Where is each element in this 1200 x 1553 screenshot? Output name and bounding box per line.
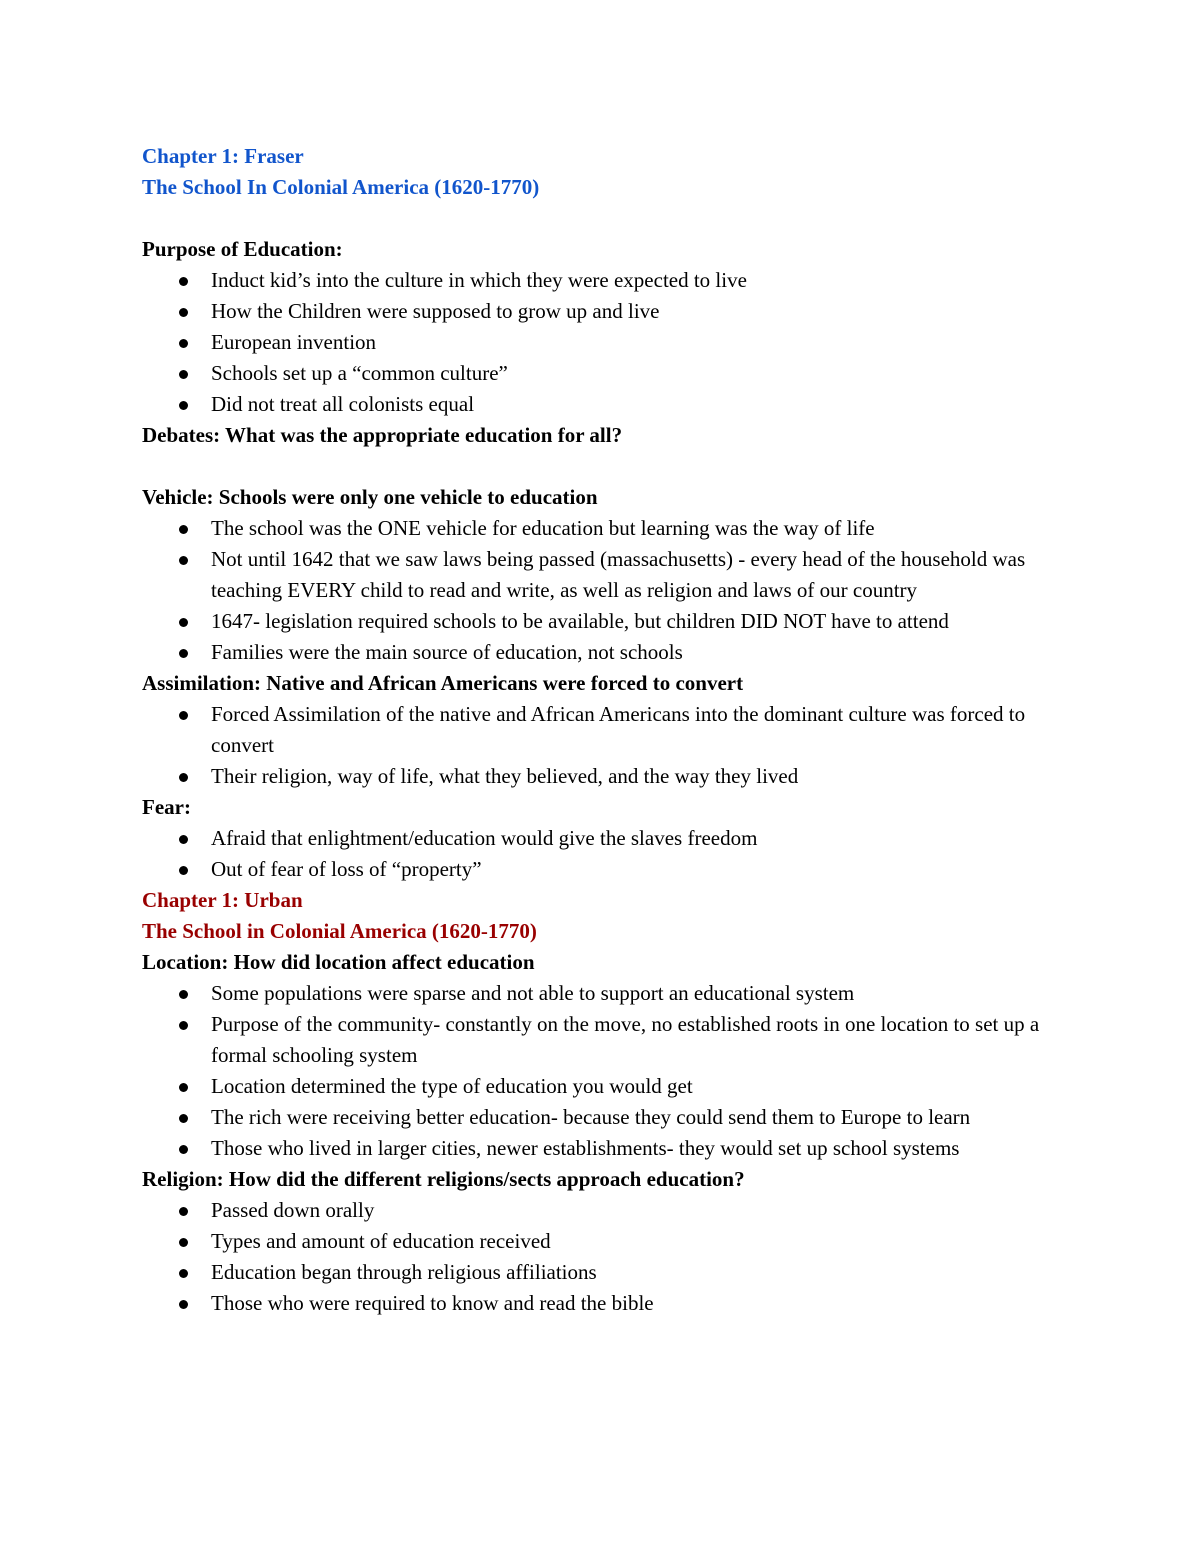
- location-heading: Location: How did location affect education: [142, 950, 535, 974]
- bullet-icon: [179, 866, 188, 875]
- list-item-text: Purpose of the community- constantly on the move, no established roots in one location to set up a formal schooling system: [211, 1012, 1040, 1067]
- assimilation-heading: Assimilation: Native and African Americans were forced to convert: [142, 671, 744, 695]
- bullet-icon: [179, 1114, 188, 1123]
- bullet-icon: [179, 618, 188, 627]
- list-item: [142, 389, 1062, 420]
- list-item-text: The school was the ONE vehicle for education but learning was the way of life: [211, 516, 875, 540]
- fear-heading: Fear:: [142, 795, 191, 819]
- bullet-icon: [179, 1269, 188, 1278]
- location-list: [142, 978, 1062, 1164]
- list-item: [142, 823, 1062, 854]
- urban-chapter-heading: Chapter 1: Urban: [142, 888, 303, 912]
- list-item-text: Schools set up a “common culture”: [211, 361, 508, 385]
- list-item-text: Location determined the type of education you would get: [211, 1074, 693, 1098]
- list-item: [142, 606, 1062, 637]
- fear-list: [142, 823, 1062, 885]
- urban-chapter-title: The School in Colonial America (1620-1770): [142, 919, 537, 943]
- bullet-icon: [179, 990, 188, 999]
- bullet-icon: [179, 711, 188, 720]
- spacer: [142, 203, 1062, 234]
- list-item: [142, 699, 1062, 761]
- list-item-text: Not until 1642 that we saw laws being passed (massachusetts) - every head of the household was teaching EVERY child to read and write, as well as religion and laws of our country: [211, 547, 1026, 602]
- list-item: [142, 854, 1062, 885]
- bullet-icon: [179, 401, 188, 410]
- bullet-icon: [179, 649, 188, 658]
- vehicle-heading: Vehicle: Schools were only one vehicle to education: [142, 485, 598, 509]
- list-item: [142, 761, 1062, 792]
- list-item-text: Education began through religious affiliations: [211, 1260, 597, 1284]
- bullet-icon: [179, 773, 188, 782]
- list-item-text: European invention: [211, 330, 377, 354]
- bullet-icon: [179, 370, 188, 379]
- bullet-icon: [179, 308, 188, 317]
- bullet-icon: [179, 339, 188, 348]
- list-item: [142, 1071, 1062, 1102]
- list-item: [142, 978, 1062, 1009]
- list-item: [142, 1257, 1062, 1288]
- fraser-chapter-title: The School In Colonial America (1620-1770): [142, 175, 540, 199]
- fraser-chapter-heading: Chapter 1: Fraser: [142, 144, 304, 168]
- list-item-text: Did not treat all colonists equal: [211, 392, 475, 416]
- list-item-text: Out of fear of loss of “property”: [211, 857, 482, 881]
- list-item-text: Types and amount of education received: [211, 1229, 551, 1253]
- list-item: [142, 637, 1062, 668]
- list-item-text: Those who were required to know and read the bible: [211, 1291, 654, 1315]
- bullet-icon: [179, 525, 188, 534]
- list-item-text: The rich were receiving better education- because they could send them to Europe to learn: [211, 1105, 971, 1129]
- purpose-list: [142, 265, 1062, 420]
- religion-heading: Religion: How did the different religions/sects approach education?: [142, 1167, 745, 1191]
- religion-list: [142, 1195, 1062, 1319]
- assimilation-list: [142, 699, 1062, 792]
- bullet-icon: [179, 277, 188, 286]
- list-item-text: Forced Assimilation of the native and African Americans into the dominant culture was forced to convert: [211, 702, 1026, 757]
- list-item: [142, 358, 1062, 389]
- list-item: [142, 327, 1062, 358]
- bullet-icon: [179, 1300, 188, 1309]
- list-item-text: Their religion, way of life, what they believed, and the way they lived: [211, 764, 799, 788]
- document-page: [142, 141, 1062, 1319]
- bullet-icon: [179, 556, 188, 565]
- list-item-text: Induct kid’s into the culture in which they were expected to live: [211, 268, 747, 292]
- list-item: [142, 544, 1062, 606]
- list-item: [142, 513, 1062, 544]
- list-item: [142, 1133, 1062, 1164]
- purpose-heading: Purpose of Education:: [142, 237, 343, 261]
- list-item-text: Families were the main source of education, not schools: [211, 640, 683, 664]
- list-item-text: Those who lived in larger cities, newer establishments- they would set up school systems: [211, 1136, 960, 1160]
- list-item: [142, 1226, 1062, 1257]
- bullet-icon: [179, 1207, 188, 1216]
- list-item: [142, 1009, 1062, 1071]
- bullet-icon: [179, 1083, 188, 1092]
- list-item-text: How the Children were supposed to grow up and live: [211, 299, 660, 323]
- list-item: [142, 1102, 1062, 1133]
- list-item-text: Afraid that enlightment/education would give the slaves freedom: [211, 826, 758, 850]
- list-item-text: 1647- legislation required schools to be available, but children DID NOT have to attend: [211, 609, 949, 633]
- bullet-icon: [179, 1238, 188, 1247]
- bullet-icon: [179, 1021, 188, 1030]
- vehicle-list: [142, 513, 1062, 668]
- debates-heading: Debates: What was the appropriate education for all?: [142, 423, 623, 447]
- list-item: [142, 265, 1062, 296]
- bullet-icon: [179, 835, 188, 844]
- list-item-text: Passed down orally: [211, 1198, 375, 1222]
- spacer: [142, 451, 1062, 482]
- list-item: [142, 1195, 1062, 1226]
- list-item-text: Some populations were sparse and not able to support an educational system: [211, 981, 855, 1005]
- list-item: [142, 1288, 1062, 1319]
- list-item: [142, 296, 1062, 327]
- bullet-icon: [179, 1145, 188, 1154]
